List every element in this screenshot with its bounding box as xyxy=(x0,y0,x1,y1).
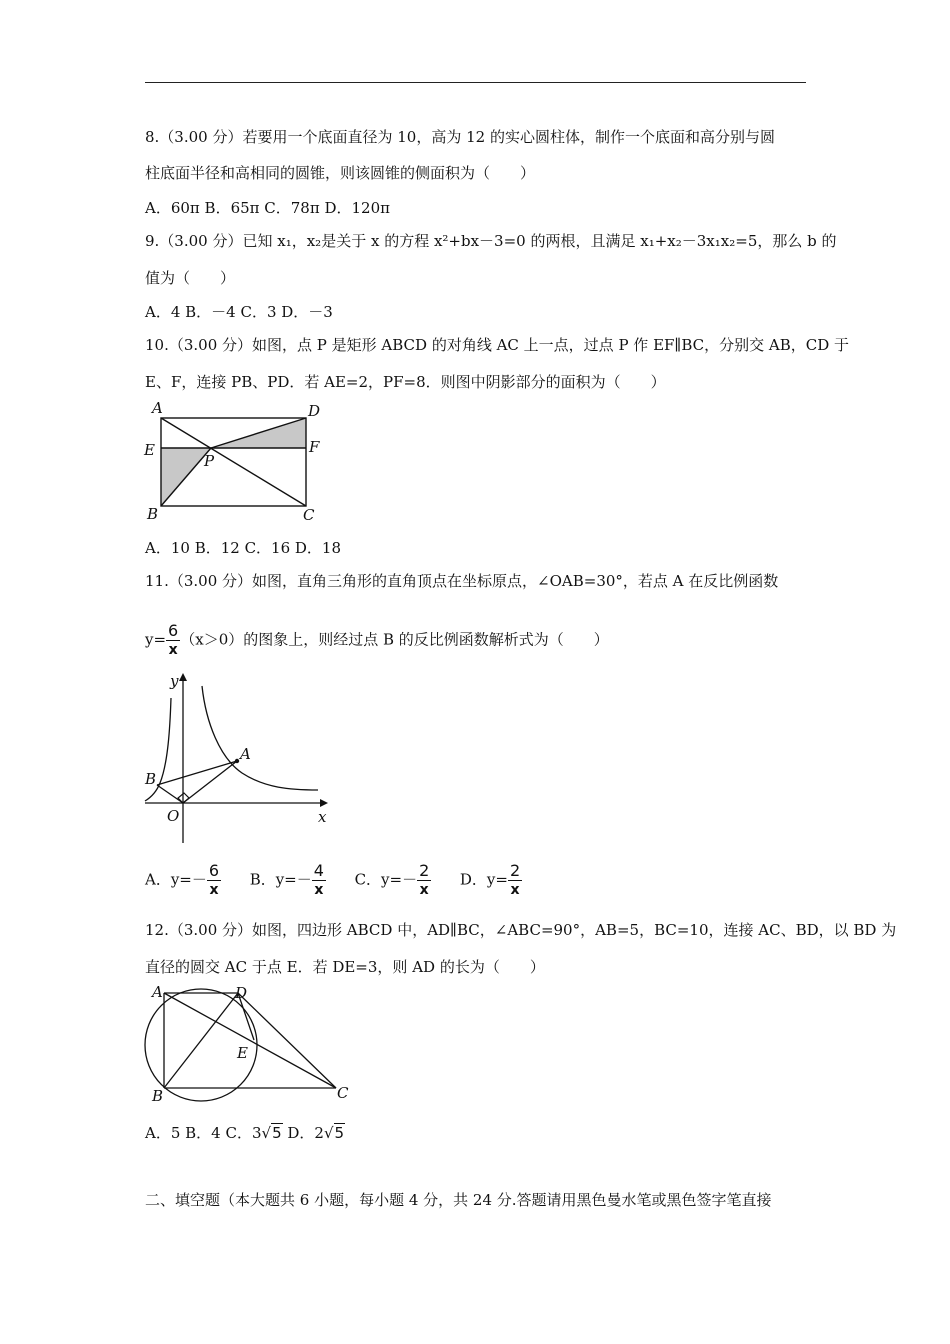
q12-label-e: E xyxy=(237,1044,248,1062)
q11-graph-figure xyxy=(140,668,340,848)
q11-label-b: B xyxy=(145,770,157,788)
q11-opt-a-num: 6 xyxy=(208,861,220,880)
q11-opt-c-num: 2 xyxy=(419,861,430,880)
q11-text-line1: 11.（3.00 分）如图，直角三角形的直角顶点在坐标原点，∠OAB=30°，若点 A 在反比例函数 xyxy=(145,572,779,590)
q11-y-equals: y= xyxy=(145,630,167,649)
q9-options: A．4 B．－4 C．3 D．－3 xyxy=(145,303,333,321)
q8-text-line2: 柱底面半径和高相同的圆锥，则该圆锥的侧面积为（ ） xyxy=(145,164,536,182)
q8-options: A．60π B．65π C．78π D．120π xyxy=(145,199,390,217)
q9-text-line2: 值为（ ） xyxy=(145,269,236,287)
q11-label-x: x xyxy=(318,808,327,826)
q10-label-b: B xyxy=(147,505,159,523)
q10-label-e: E xyxy=(144,441,155,459)
q11-opt-b: B．y=－ xyxy=(249,870,312,889)
q10-label-f: F xyxy=(309,438,320,456)
q10-text-line1: 10.（3.00 分）如图，点 P 是矩形 ABCD 的对角线 AC 上一点，过点 P 作 EF∥BC，分别交 AB，CD 于 xyxy=(145,336,850,354)
q12-opt-d: D．2 xyxy=(282,1124,324,1142)
q12-opt-d-sqrt: √5 xyxy=(323,1124,345,1142)
q11-opt-b-den: x xyxy=(314,882,324,898)
q8-text-line1: 8.（3.00 分）若要用一个底面直径为 10，高为 12 的实心圆柱体，制作一个底面和高分别与圆 xyxy=(145,128,775,146)
q11-opt-c-den: x xyxy=(419,882,429,898)
q11-opt-c-frac xyxy=(417,862,431,899)
q12-opt-abc: A．5 B．4 C．3 xyxy=(145,1124,262,1142)
header-rule xyxy=(145,82,806,83)
q10-rectangle-figure xyxy=(140,398,330,526)
q10-label-a: A xyxy=(152,399,163,417)
q11-label-y: y xyxy=(170,672,179,690)
q12-label-c: C xyxy=(337,1084,349,1102)
q11-line2-suffix: （x＞0）的图象上，则经过点 B 的反比例函数解析式为（ ） xyxy=(180,630,609,649)
q12-text-line1: 12.（3.00 分）如图，四边形 ABCD 中，AD∥BC，∠ABC=90°，AB=5，BC=10，连接 AC、BD，以 BD 为 xyxy=(145,921,897,939)
q11-opt-c: C．y=－ xyxy=(354,870,418,889)
q11-label-a: A xyxy=(240,745,251,763)
q10-label-p: P xyxy=(204,452,215,470)
q11-fraction xyxy=(166,622,180,659)
q11-options xyxy=(145,862,522,899)
q11-frac-den: x xyxy=(168,642,178,658)
q12-options xyxy=(145,1123,345,1143)
q9-text-line1: 9.（3.00 分）已知 x₁，x₂是关于 x 的方程 x²+bx－3=0 的两根，且满足 x₁+x₂－3x₁x₂=5，那么 b 的 xyxy=(145,232,837,250)
q11-frac-num: 6 xyxy=(168,621,179,640)
q11-opt-b-num: 4 xyxy=(313,861,324,880)
q12-opt-c-radicand: 5 xyxy=(272,1124,282,1142)
section2-heading: 二、填空题（本大题共 6 小题，每小题 4 分，共 24 分.答题请用黑色曼水笔或黑色签字笔直接 xyxy=(145,1191,772,1209)
q11-text-line2 xyxy=(145,622,609,659)
q10-text-line2: E、F，连接 PB、PD．若 AE=2，PF=8．则图中阴影部分的面积为（ ） xyxy=(145,373,666,391)
q12-label-b: B xyxy=(152,1087,164,1105)
q12-opt-c-sqrt: √5 xyxy=(261,1124,282,1142)
q11-label-o: O xyxy=(167,807,180,825)
q11-opt-b-frac xyxy=(312,862,326,899)
q11-opt-a: A．y=－ xyxy=(145,870,207,889)
q11-opt-d-num: 2 xyxy=(509,861,521,880)
q11-opt-d-den: x xyxy=(510,882,520,898)
q11-opt-d-frac xyxy=(508,862,522,899)
q12-text-line2: 直径的圆交 AC 于点 E．若 DE=3，则 AD 的长为（ ） xyxy=(145,958,545,976)
q10-label-d: D xyxy=(308,402,321,420)
q12-label-d: D xyxy=(235,984,248,1002)
q12-opt-d-radicand: 5 xyxy=(334,1124,345,1142)
q11-opt-d: D．y= xyxy=(459,870,508,889)
q12-circle-figure xyxy=(140,983,360,1108)
q10-label-c: C xyxy=(303,506,315,524)
q11-opt-a-frac xyxy=(207,862,221,899)
q11-opt-a-den: x xyxy=(209,882,219,898)
q12-label-a: A xyxy=(152,983,163,1001)
q10-options: A．10 B．12 C．16 D．18 xyxy=(145,539,342,557)
